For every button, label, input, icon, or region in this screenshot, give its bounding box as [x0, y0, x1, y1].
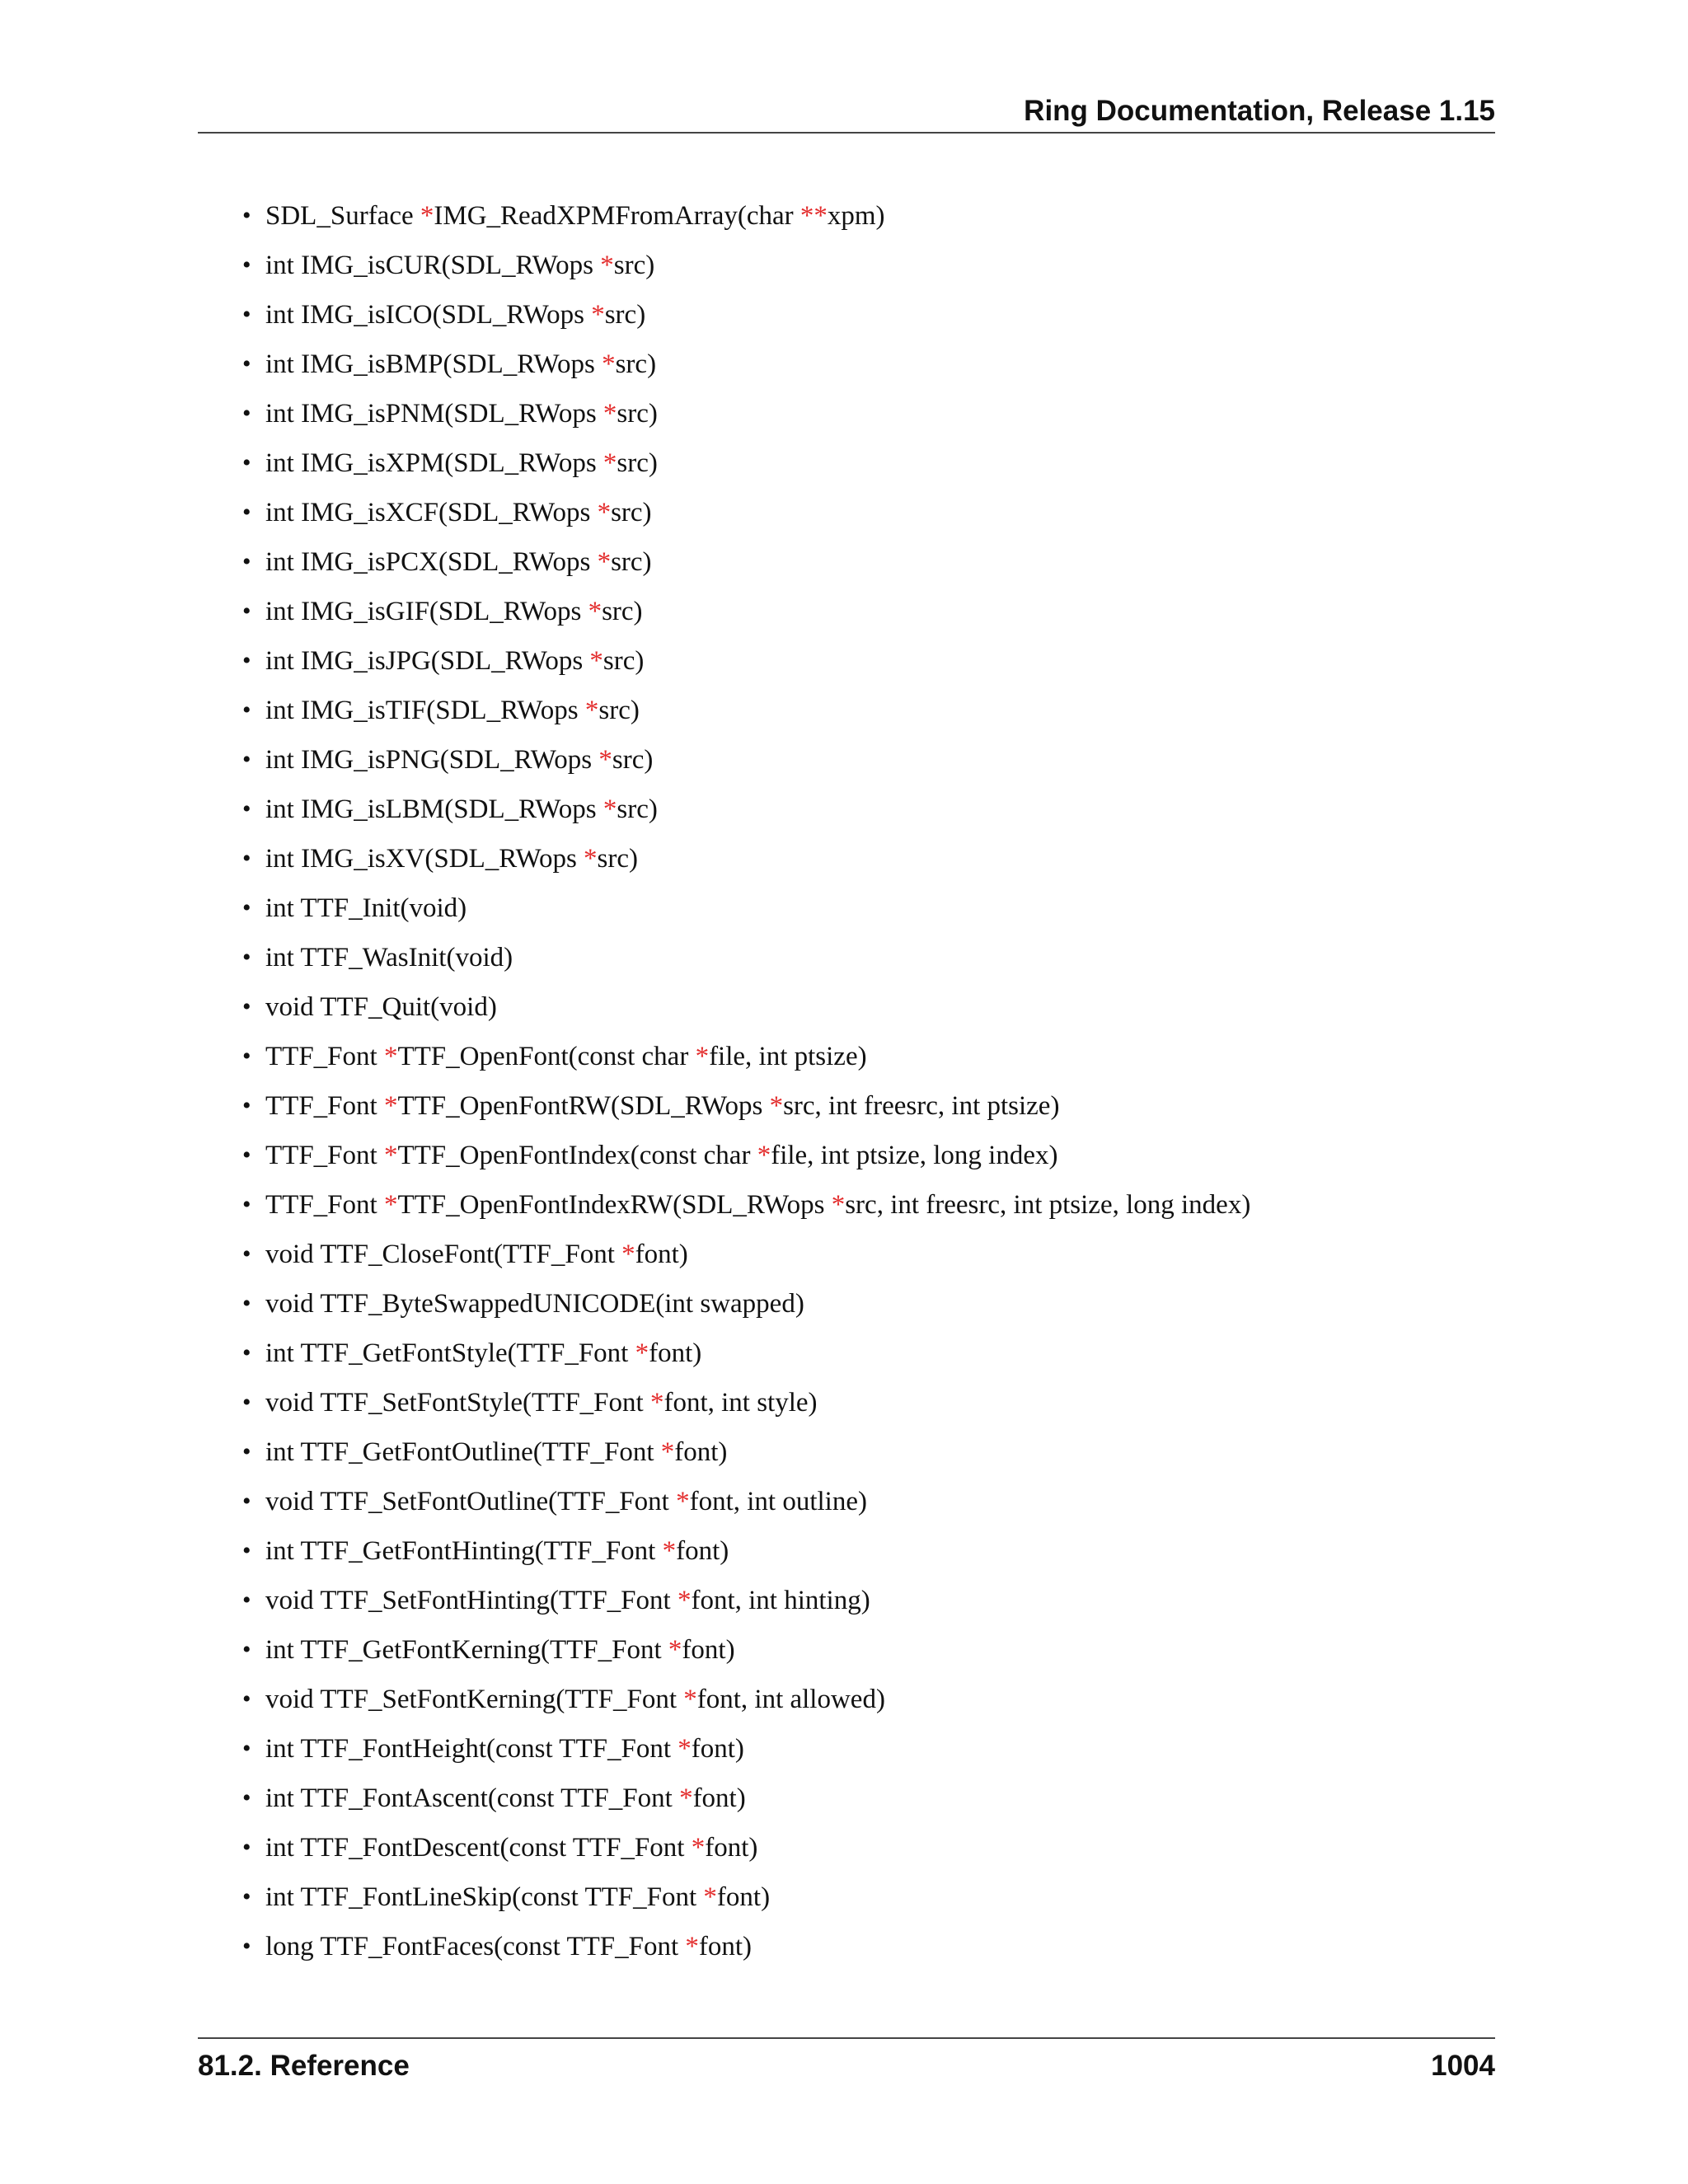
signature-text: int IMG_isBMP(SDL_RWops — [265, 349, 603, 379]
signature-text: src, int freesrc, int ptsize) — [783, 1091, 1060, 1121]
signature-text: src, int freesrc, int ptsize, long index) — [845, 1190, 1251, 1220]
signature-text: int IMG_isXV(SDL_RWops — [265, 844, 584, 874]
signature-text: int TTF_GetFontHinting(TTF_Font — [265, 1536, 663, 1566]
signature-text: src) — [617, 448, 658, 478]
function-signature-item — [242, 1032, 1250, 1081]
pointer-asterisk: * — [383, 1141, 398, 1170]
page-number: 1004 — [1431, 2050, 1495, 2082]
function-signature-list — [242, 191, 1251, 1971]
signature-text: font, int style) — [663, 1388, 818, 1418]
function-signature-item — [242, 785, 1250, 834]
pointer-asterisk: * — [695, 1042, 710, 1071]
pointer-asterisk: * — [621, 1240, 635, 1269]
pointer-asterisk: * — [591, 300, 605, 330]
pointer-asterisk: * — [678, 1734, 692, 1764]
pointer-asterisk: * — [660, 1437, 675, 1467]
signature-text: long TTF_FontFaces(const TTF_Font — [265, 1932, 686, 1961]
signature-text: int IMG_isTIF(SDL_RWops — [265, 696, 585, 725]
signature-text: font) — [676, 1536, 729, 1566]
bullet-icon: • — [242, 1438, 251, 1465]
function-signature-item — [242, 1477, 1250, 1526]
function-signature-item — [242, 982, 1250, 1032]
pointer-asterisk: * — [685, 1932, 699, 1961]
signature-text: int IMG_isJPG(SDL_RWops — [265, 646, 590, 676]
function-signature-item — [242, 488, 1250, 537]
signature-text: font, int hinting) — [691, 1586, 870, 1615]
bullet-icon: • — [242, 598, 251, 625]
function-signature-item — [242, 438, 1250, 488]
bullet-icon: • — [242, 350, 251, 377]
signature-text: SDL_Surface — [265, 201, 420, 231]
function-signature-item — [242, 636, 1250, 686]
bullet-icon: • — [242, 993, 251, 1020]
signature-text: TTF_OpenFontIndex(const char — [397, 1141, 757, 1170]
signature-text: font) — [705, 1833, 758, 1863]
function-signature-item — [242, 191, 1250, 241]
pointer-asterisk: * — [603, 399, 617, 429]
pointer-asterisk: * — [703, 1882, 717, 1912]
bullet-icon: • — [242, 795, 251, 823]
function-signature-item — [242, 389, 1250, 438]
bullet-icon: • — [242, 1191, 251, 1218]
signature-text: int TTF_FontHeight(const TTF_Font — [265, 1734, 678, 1764]
signature-text: font) — [692, 1783, 746, 1813]
pointer-asterisk: * — [831, 1190, 846, 1220]
bullet-icon: • — [242, 499, 251, 526]
pointer-asterisk: * — [602, 349, 616, 379]
bullet-icon: • — [242, 1933, 251, 1960]
function-signature-item — [242, 1872, 1250, 1922]
signature-text: int TTF_GetFontOutline(TTF_Font — [265, 1437, 661, 1467]
signature-text: src) — [615, 349, 657, 379]
signature-text: int TTF_FontAscent(const TTF_Font — [265, 1783, 680, 1813]
pointer-asterisk: * — [679, 1783, 693, 1813]
function-signature-item — [242, 340, 1250, 389]
pointer-asterisk: * — [603, 448, 617, 478]
bullet-icon: • — [242, 696, 251, 724]
pointer-asterisk: * — [635, 1338, 649, 1368]
document-title: Ring Documentation, Release 1.15 — [1024, 95, 1495, 127]
signature-text: TTF_OpenFont(const char — [397, 1042, 696, 1071]
pointer-asterisk: * — [584, 844, 598, 874]
section-label: 81.2. Reference — [198, 2050, 410, 2082]
signature-text: src) — [602, 597, 643, 626]
bullet-icon: • — [242, 1586, 251, 1614]
bullet-icon: • — [242, 1834, 251, 1861]
signature-text: font) — [698, 1932, 753, 1961]
function-signature-item — [242, 1329, 1250, 1378]
signature-text: font, int outline) — [689, 1487, 867, 1516]
pointer-asterisk: * — [691, 1833, 706, 1863]
signature-text: int IMG_isPCX(SDL_RWops — [265, 547, 598, 577]
function-signature-item — [242, 1427, 1250, 1477]
function-signature-item — [242, 883, 1250, 933]
signature-text: void TTF_SetFontOutline(TTF_Font — [265, 1487, 677, 1516]
signature-text: int IMG_isLBM(SDL_RWops — [265, 794, 603, 824]
function-signature-item — [242, 1823, 1250, 1872]
function-signature-item — [242, 537, 1250, 587]
function-signature-item — [242, 1576, 1250, 1625]
signature-text: int TTF_WasInit(void) — [265, 943, 513, 972]
pointer-asterisk: * — [676, 1487, 690, 1516]
bullet-icon: • — [242, 301, 251, 328]
signature-text: TTF_OpenFontIndexRW(SDL_RWops — [397, 1190, 832, 1220]
signature-text: int IMG_isXCF(SDL_RWops — [265, 498, 598, 527]
function-signature-item — [242, 1180, 1251, 1230]
signature-text: xpm) — [827, 201, 885, 231]
signature-text: file, int ptsize) — [709, 1042, 867, 1071]
bullet-icon: • — [242, 1636, 251, 1663]
function-signature-item — [242, 1774, 1250, 1823]
bullet-icon: • — [242, 202, 251, 229]
pointer-asterisk: ** — [799, 201, 828, 231]
function-signature-item — [242, 241, 1250, 290]
bullet-icon: • — [242, 1240, 251, 1268]
function-signature-item — [242, 1230, 1250, 1279]
function-signature-item — [242, 686, 1250, 735]
bullet-icon: • — [242, 1784, 251, 1811]
bullet-icon: • — [242, 1043, 251, 1070]
signature-text: int IMG_isXPM(SDL_RWops — [265, 448, 603, 478]
pointer-asterisk: * — [662, 1536, 677, 1566]
pointer-asterisk: * — [769, 1091, 784, 1121]
function-signature-item — [242, 1675, 1250, 1724]
signature-text: void TTF_Quit(void) — [265, 992, 497, 1022]
signature-text: src) — [613, 251, 655, 280]
pointer-asterisk: * — [757, 1141, 771, 1170]
signature-text: src) — [598, 696, 640, 725]
bullet-icon: • — [242, 647, 251, 674]
page-footer — [198, 2037, 1495, 2088]
function-signature-item — [242, 290, 1250, 340]
pointer-asterisk: * — [383, 1091, 398, 1121]
signature-text: font) — [674, 1437, 728, 1467]
signature-text: src) — [597, 844, 639, 874]
signature-text: font) — [635, 1240, 688, 1269]
bullet-icon: • — [242, 1389, 251, 1416]
function-signature-item — [242, 1922, 1250, 1971]
function-signature-item — [242, 1625, 1250, 1675]
signature-text: src) — [611, 498, 652, 527]
bullet-icon: • — [242, 1735, 251, 1762]
pointer-asterisk: * — [683, 1685, 697, 1714]
function-signature-item — [242, 1378, 1250, 1427]
pointer-asterisk: * — [598, 745, 612, 775]
pointer-asterisk: * — [584, 696, 599, 725]
bullet-icon: • — [242, 944, 251, 971]
page-header — [198, 91, 1495, 134]
signature-text: void TTF_SetFontKerning(TTF_Font — [265, 1685, 684, 1714]
pointer-asterisk: * — [588, 597, 603, 626]
bullet-icon: • — [242, 1092, 251, 1119]
signature-text: TTF_OpenFontRW(SDL_RWops — [397, 1091, 770, 1121]
signature-text: TTF_Font — [265, 1042, 384, 1071]
signature-text: font) — [682, 1635, 735, 1665]
bullet-icon: • — [242, 894, 251, 921]
pointer-asterisk: * — [603, 794, 617, 824]
pointer-asterisk: * — [597, 498, 612, 527]
signature-text: src) — [617, 399, 658, 429]
signature-text: src) — [603, 646, 645, 676]
signature-text: TTF_Font — [265, 1141, 384, 1170]
signature-text: int TTF_Init(void) — [265, 893, 467, 923]
signature-text: int IMG_isICO(SDL_RWops — [265, 300, 592, 330]
signature-text: void TTF_CloseFont(TTF_Font — [265, 1240, 622, 1269]
function-signature-item — [242, 735, 1250, 785]
signature-text: font) — [716, 1882, 771, 1912]
signature-text: src) — [612, 745, 654, 775]
signature-text: int TTF_FontDescent(const TTF_Font — [265, 1833, 692, 1863]
pointer-asterisk: * — [649, 1388, 664, 1418]
bullet-icon: • — [242, 1883, 251, 1910]
function-signature-item — [242, 933, 1250, 982]
bullet-icon: • — [242, 1537, 251, 1564]
bullet-icon: • — [242, 1141, 251, 1169]
function-signature-item — [242, 1526, 1250, 1576]
signature-text: void TTF_SetFontHinting(TTF_Font — [265, 1586, 678, 1615]
signature-text: int IMG_isGIF(SDL_RWops — [265, 597, 588, 626]
signature-text: file, int ptsize, long index) — [771, 1141, 1058, 1170]
signature-text: int IMG_isPNG(SDL_RWops — [265, 745, 599, 775]
signature-text: int TTF_GetFontStyle(TTF_Font — [265, 1338, 635, 1368]
pointer-asterisk: * — [383, 1042, 398, 1071]
function-signature-item — [242, 587, 1250, 636]
pointer-asterisk: * — [589, 646, 603, 676]
pointer-asterisk: * — [677, 1586, 692, 1615]
bullet-icon: • — [242, 1290, 251, 1317]
signature-text: TTF_Font — [265, 1190, 384, 1220]
bullet-icon: • — [242, 251, 251, 279]
function-signature-item — [242, 1081, 1250, 1131]
function-signature-item — [242, 1724, 1250, 1774]
bullet-icon: • — [242, 1488, 251, 1515]
function-signature-item — [242, 1131, 1250, 1180]
signature-text: font) — [649, 1338, 702, 1368]
bullet-icon: • — [242, 1339, 251, 1366]
signature-text: int TTF_FontLineSkip(const TTF_Font — [265, 1882, 704, 1912]
signature-text: void TTF_ByteSwappedUNICODE(int swapped) — [265, 1289, 804, 1319]
signature-text: void TTF_SetFontStyle(TTF_Font — [265, 1388, 650, 1418]
pointer-asterisk: * — [597, 547, 612, 577]
pointer-asterisk: * — [600, 251, 614, 280]
signature-text: int IMG_isCUR(SDL_RWops — [265, 251, 601, 280]
signature-text: src) — [617, 794, 658, 824]
bullet-icon: • — [242, 449, 251, 476]
signature-text: src) — [611, 547, 652, 577]
bullet-icon: • — [242, 400, 251, 427]
function-signature-item — [242, 834, 1250, 883]
bullet-icon: • — [242, 1685, 251, 1713]
bullet-icon: • — [242, 746, 251, 773]
pointer-asterisk: * — [420, 201, 434, 231]
signature-text: int TTF_GetFontKerning(TTF_Font — [265, 1635, 668, 1665]
signature-text: font, int allowed) — [696, 1685, 885, 1714]
bullet-icon: • — [242, 548, 251, 575]
signature-text: IMG_ReadXPMFromArray(char — [434, 201, 800, 231]
function-signature-item — [242, 1279, 1250, 1329]
signature-text: src) — [604, 300, 646, 330]
signature-text: font) — [691, 1734, 744, 1764]
pointer-asterisk: * — [668, 1635, 682, 1665]
signature-text: int IMG_isPNM(SDL_RWops — [265, 399, 603, 429]
pointer-asterisk: * — [383, 1190, 398, 1220]
signature-text: TTF_Font — [265, 1091, 384, 1121]
bullet-icon: • — [242, 845, 251, 872]
